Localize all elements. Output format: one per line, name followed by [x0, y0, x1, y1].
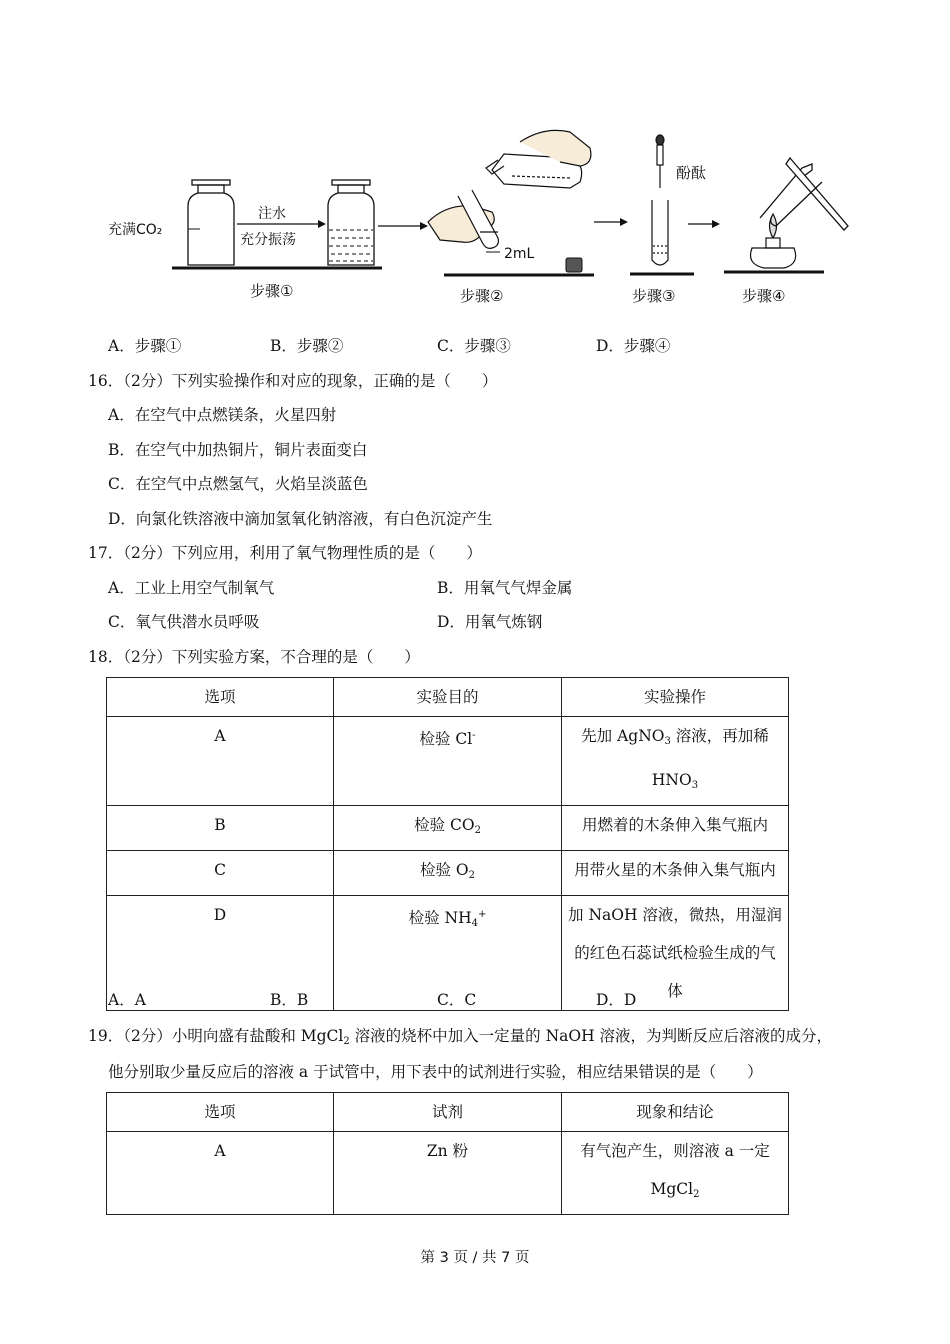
q19-stem: 19．（2分）小明向盛有盐酸和 MgCl$_2$ 溶液的烧杯中加入一定量的 NaOH 溶液，为判断反应后溶液的成分， — [88, 1027, 833, 1047]
step1-label: 步骤① — [250, 282, 294, 300]
label-2ml: 2mL — [504, 246, 535, 262]
q15-option-a: A．步骤① — [108, 337, 182, 355]
cell-operation: 用带火星的木条伸入集气瓶内 — [562, 851, 789, 896]
cell-purpose: 检验 Cl- — [334, 717, 562, 806]
cell-option: A — [107, 1132, 334, 1215]
header-option: 选项 — [107, 678, 334, 717]
q16-option-b: B．在空气中加热铜片，铜片表面变白 — [108, 441, 368, 459]
cell-option: B — [107, 806, 334, 851]
header-operation: 实验操作 — [562, 678, 789, 717]
table-header-row — [107, 678, 789, 717]
q16-option-a: A．在空气中点燃镁条，火星四射 — [108, 406, 337, 424]
page-footer: 第 3 页 / 共 7 页 — [420, 1250, 530, 1266]
header-option: 选项 — [107, 1093, 334, 1132]
q18-option-c: C．C — [437, 991, 477, 1009]
cell-option: D — [107, 896, 334, 1011]
cell-reagent: Zn 粉 — [334, 1132, 562, 1215]
experiment-figure — [100, 118, 860, 318]
step4-label: 步骤④ — [742, 287, 786, 305]
hand-holding-tube — [428, 190, 498, 248]
q18-option-b: B．B — [270, 991, 309, 1009]
gas-bottle-1 — [188, 180, 234, 265]
q16-option-c: C．在空气中点燃氢气，火焰呈淡蓝色 — [108, 475, 368, 493]
bottle-stopper — [566, 258, 582, 272]
header-reagent: 试剂 — [334, 1093, 562, 1132]
cell-option: A — [107, 717, 334, 806]
step2-label: 步骤② — [460, 287, 504, 305]
cell-purpose: 检验 $NH_4^+$ — [334, 896, 562, 1011]
q17-option-b: B．用氧气气焊金属 — [437, 579, 573, 597]
q18-stem: 18．（2分）下列实验方案，不合理的是（ ） — [88, 648, 420, 666]
cell-result: 有气泡产生，则溶液 a 一定 MgCl$_2$ — [562, 1132, 789, 1215]
header-result: 现象和结论 — [562, 1093, 789, 1132]
step3-label: 步骤③ — [632, 287, 676, 305]
q15-option-d: D．步骤④ — [596, 337, 671, 355]
q18-table — [106, 677, 789, 1011]
cell-purpose: 检验 $CO_2$ — [334, 806, 562, 851]
cell-operation: 先加 AgNO$_3$ 溶液，再加稀 $HNO_3$ — [562, 717, 789, 806]
table-row — [107, 851, 789, 896]
label-phenolphthalein: 酚酞 — [676, 164, 707, 182]
header-purpose: 实验目的 — [334, 678, 562, 717]
reagent-bottle-pouring — [486, 130, 591, 188]
label-co2: 充满CO₂ — [108, 222, 163, 238]
q17-option-a: A．工业上用空气制氧气 — [108, 579, 275, 597]
q15-option-c: C．步骤③ — [437, 337, 511, 355]
cell-operation: 用燃着的木条伸入集气瓶内 — [562, 806, 789, 851]
q17-stem: 17．（2分）下列应用，利用了氧气物理性质的是（ ） — [88, 544, 482, 562]
table-row — [107, 806, 789, 851]
dropper — [656, 135, 664, 188]
q19-stem-line2: 他分别取少量反应后的溶液 a 于试管中，用下表中的试剂进行实验，相应结果错误的是（ ） — [108, 1063, 763, 1081]
test-tube-3 — [652, 200, 668, 265]
cell-purpose: 检验 $O_2$ — [334, 851, 562, 896]
q16-stem: 16．（2分）下列实验操作和对应的现象，正确的是（ ） — [88, 372, 498, 390]
q16-option-d: D．向氯化铁溶液中滴加氢氧化钠溶液，有白色沉淀产生 — [108, 510, 493, 528]
arrow-label-bottom: 充分振荡 — [240, 232, 296, 248]
q15-option-b: B．步骤② — [270, 337, 344, 355]
q17-option-c: C．氧气供潜水员呼吸 — [108, 613, 260, 631]
table-header-row — [107, 1093, 789, 1132]
alcohol-lamp — [751, 214, 796, 268]
table-row — [107, 717, 789, 806]
q18-option-d: D．D — [596, 991, 637, 1009]
cell-option: C — [107, 851, 334, 896]
q19-table — [106, 1092, 789, 1215]
q17-option-d: D．用氧气炼钢 — [437, 613, 543, 631]
cell-operation: 加 NaOH 溶液，微热，用湿润 的红色石蕊试纸检验生成的气 体 — [562, 896, 789, 1011]
arrow-label-top: 注水 — [258, 206, 286, 222]
q18-option-a: A．A — [108, 991, 146, 1009]
gas-bottle-2 — [328, 180, 374, 265]
table-row — [107, 1132, 789, 1215]
